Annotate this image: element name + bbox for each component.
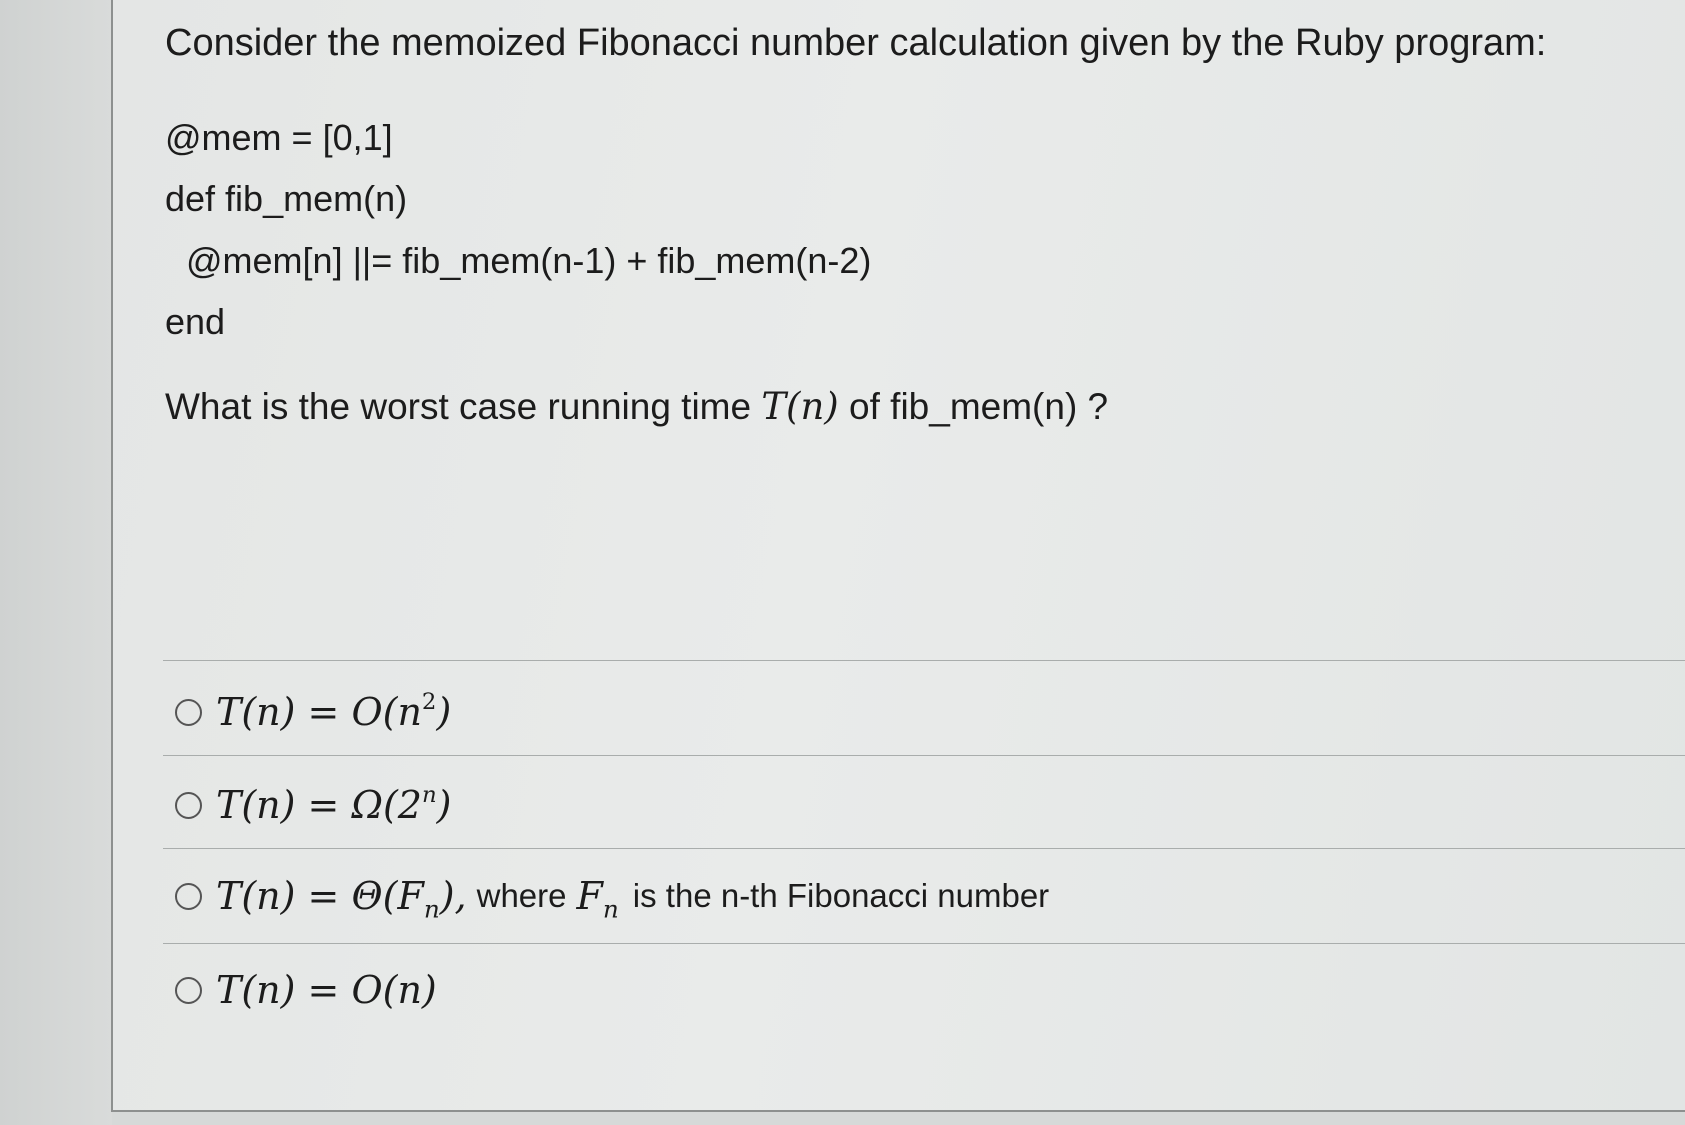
code-line-4: end bbox=[165, 301, 226, 342]
option-3-where: where bbox=[476, 877, 567, 914]
option-3-fib-subscript: n bbox=[602, 894, 619, 924]
option-3-description: is the n-th Fibonacci number bbox=[632, 877, 1050, 914]
code-line-2: def fib_mem(n) bbox=[165, 178, 408, 219]
radio-button[interactable] bbox=[175, 883, 202, 910]
option-3-rhs: ), bbox=[439, 874, 467, 918]
option-3-lhs: T(n) = Θ(F bbox=[216, 874, 424, 918]
question-prompt bbox=[165, 385, 1108, 428]
divider bbox=[163, 755, 1685, 756]
option-2-rhs: ) bbox=[436, 783, 452, 827]
option-1-rhs: ) bbox=[436, 690, 452, 734]
option-2-lhs: T(n) = Ω(2 bbox=[216, 783, 422, 827]
prompt-text-after: of fib_mem(n) ? bbox=[849, 386, 1109, 427]
option-4-math: T(n) = O(n) bbox=[216, 968, 437, 1012]
option-1-lhs: T(n) = O(n bbox=[216, 690, 422, 734]
code-line-3: @mem[n] ||= fib_mem(n-1) + fib_mem(n-2) bbox=[186, 240, 872, 281]
option-2[interactable] bbox=[175, 775, 452, 835]
option-3-math bbox=[216, 874, 467, 924]
prompt-text-before: What is the worst case running time bbox=[165, 386, 752, 427]
question-title: Consider the memoized Fibonacci number calculation given by the Ruby program: bbox=[165, 22, 1547, 64]
radio-button[interactable] bbox=[175, 792, 202, 819]
prompt-math: T(n) bbox=[761, 385, 839, 428]
option-2-exponent: n bbox=[421, 782, 437, 809]
option-1-exponent: 2 bbox=[421, 689, 437, 716]
option-3[interactable] bbox=[175, 866, 1049, 926]
divider bbox=[163, 660, 1685, 661]
option-2-math bbox=[216, 783, 452, 827]
option-3-subscript: n bbox=[423, 894, 440, 924]
option-4[interactable] bbox=[175, 960, 437, 1020]
radio-button[interactable] bbox=[175, 699, 202, 726]
divider bbox=[163, 943, 1685, 944]
question-card bbox=[111, 0, 1685, 1112]
screen-edge bbox=[0, 0, 112, 1125]
option-1-math bbox=[216, 690, 451, 734]
radio-button[interactable] bbox=[175, 977, 202, 1004]
divider bbox=[163, 848, 1685, 849]
code-line-1: @mem = [0,1] bbox=[165, 117, 393, 158]
option-1[interactable] bbox=[175, 682, 451, 742]
option-3-math-2 bbox=[576, 874, 619, 924]
option-3-fib: F bbox=[576, 874, 603, 918]
